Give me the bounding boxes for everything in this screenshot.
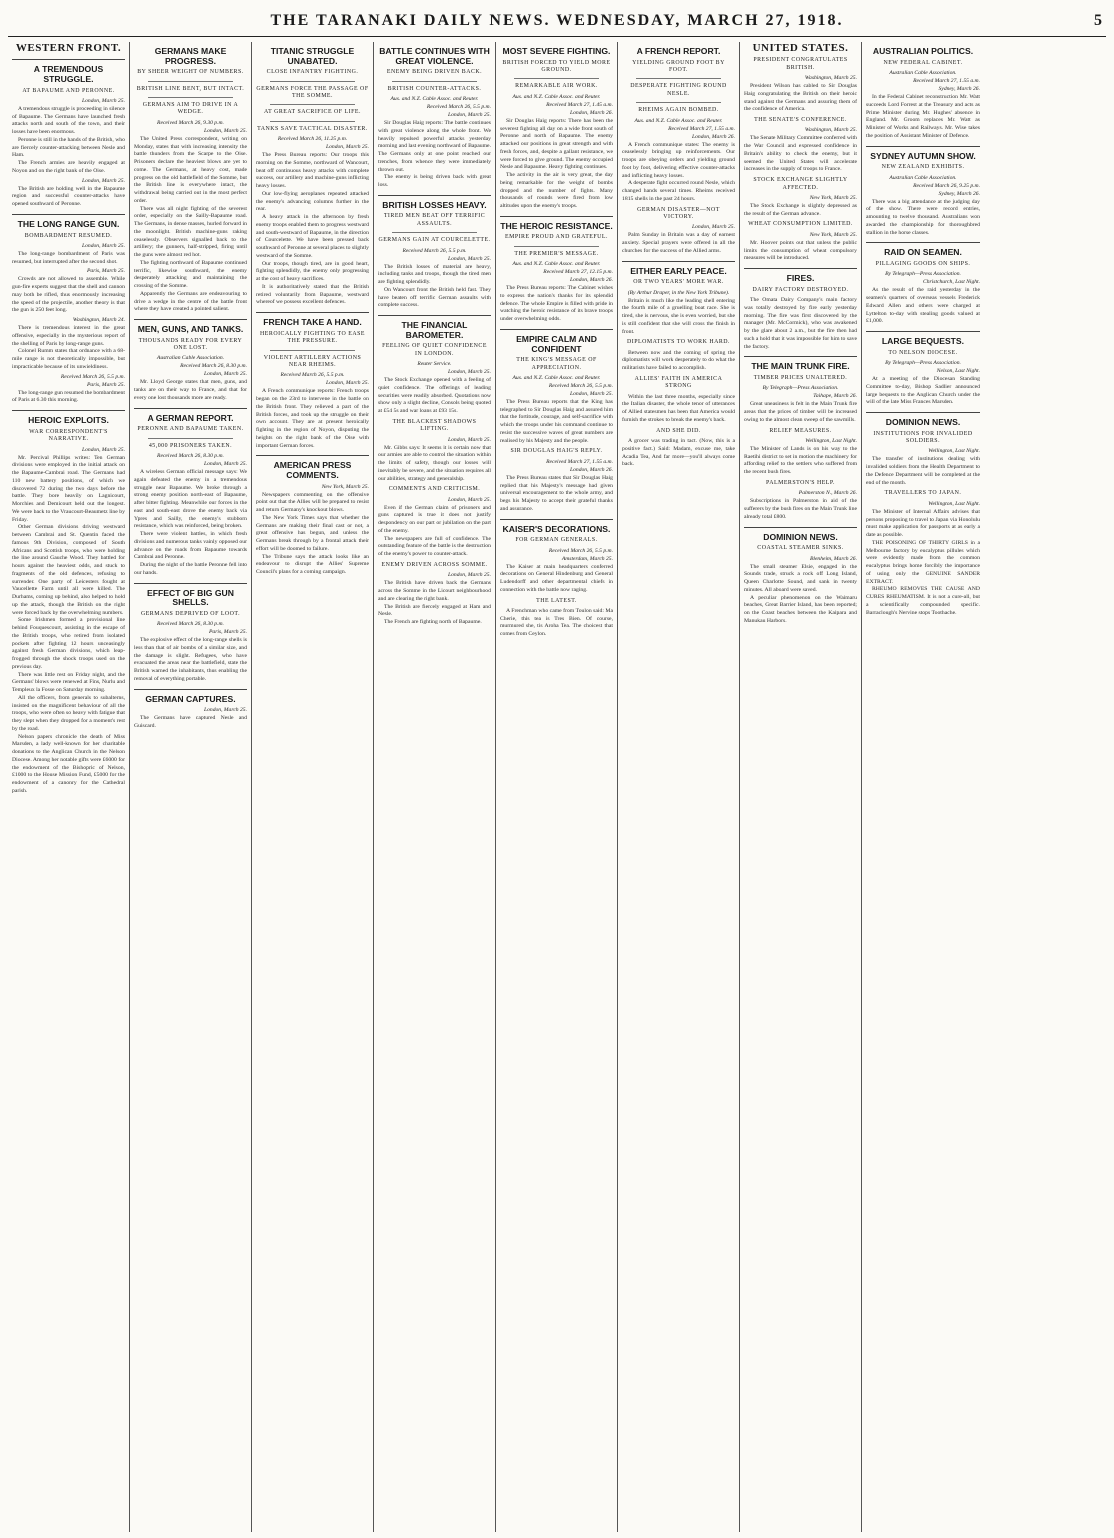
subheading: FEELING OF QUIET CONFIDENCE IN LONDON. xyxy=(382,343,487,357)
article-paragraph: A wireless German official message says: We again defeated the enemy in a tremendous struggle near Bapaume. We broke through a strong enemy position north-east of Bapaume, after bitter fighting. Meanwhile our forces in the east and south-east drove the enemy back via Ypres and Sailly, the enemy's stubborn resistance, which was reinforced, being broken. xyxy=(134,469,247,530)
dateline: Christchurch, Last Night. xyxy=(923,279,980,286)
headline: GERMAN CAPTURES. xyxy=(145,693,236,704)
dateline: Received March 27, 1.45 a.m. xyxy=(546,101,613,108)
article-paragraph: There is tremendous interest in the great offensive, especially in the mysterious report of the shelling of Paris by long-range guns. xyxy=(12,325,125,347)
article-paragraph: The long-range bombardment of Paris was resumed, but interrupted after the second shot. xyxy=(12,250,125,265)
dateline: Received March 26, 8.30 p.m. xyxy=(180,363,247,370)
subhead-rule xyxy=(636,78,721,79)
section-divider xyxy=(866,331,980,332)
wire-credit: Australian Cable Association. xyxy=(889,70,957,76)
article-paragraph: The fighting northward of Bapaume continued terrific, likewise southward, the enemy desperately attacking and maintaining the crossing of the Somme. xyxy=(134,259,247,289)
article-paragraph: Sir Douglas Haig reports: There has been the severest fighting all day on a wide front south of Peronne and north of Bapaume. The enemy attacked our positions in great strength and with fresh forces, and, despite a gallant resistance, we were forced to give ground. The enemy occupied Nesle and Bapaume. Heavy fighting continues. xyxy=(500,117,613,171)
subhead-rule xyxy=(270,81,355,82)
newspaper-columns xyxy=(8,42,1106,1532)
dateline: London, March 25. xyxy=(204,127,247,134)
wire-credit: Aus. and N.Z. Cable Assoc. and Reuter. xyxy=(512,93,601,100)
subheading: HEROICALLY FIGHTING TO EASE THE PRESSURE. xyxy=(260,330,365,345)
section-divider xyxy=(134,583,247,584)
article-paragraph: A grocer was trading in tact. (Now, this is a positive fact.) Said: Madam, excuse me, take Acadia Tea, And far more—you'll always come back. xyxy=(622,438,735,468)
wire-credit: By Telegraph—Press Association. xyxy=(885,360,961,366)
dateline: London, March 25. xyxy=(448,112,491,118)
subheading: NEW ZEALAND EXHIBITS. xyxy=(881,164,965,171)
article-paragraph: It is authoritatively stated that the British retired voluntarily from Bapaume, westward whereof we possess excellent defences. xyxy=(256,283,369,306)
headline: DOMINION NEWS. xyxy=(885,417,961,427)
section-divider xyxy=(500,216,613,217)
subheading: YIELDING GROUND FOOT BY FOOT. xyxy=(632,59,725,73)
article-paragraph: A tremendous struggle is proceeding in silence of Bapaume. The Germans have launched fresh attacks north and south of the town, and their losses have been enormous. xyxy=(12,105,125,136)
dateline: London, March 25. xyxy=(326,380,369,387)
column-1 xyxy=(8,42,130,1532)
article-paragraph: The British are holding well in the Bapaume region and successful counter-attacks have opened southward of Peronne. xyxy=(12,185,125,208)
article-paragraph: A French communique reports: French troops began on the 23rd to intervene in the battle on the British front. They relieved a part of the British forces, and took up the struggle on their own account. They are at present heroically fighting in the region of Noyon, disputing the heights on the right bank of the Oise with important German forces. xyxy=(256,388,369,449)
section-divider xyxy=(256,455,369,456)
subhead-rule xyxy=(270,104,355,105)
dateline: Nelson, Last Night. xyxy=(936,368,980,374)
subhead-rule xyxy=(148,438,233,439)
article-paragraph: The explosive effect of the long-range shells is less than that of air bombs of a similar size, and the damage is slight. Refugees, who have evacuated the areas near the battlefield, state the British warned the inhabitants, thus enabling the removal of everything portable. xyxy=(134,637,247,682)
subheading: PILLAGING GOODS ON SHIPS. xyxy=(875,260,971,267)
wire-credit: Received March 26, 8.30 p.m. xyxy=(157,453,224,459)
dateline: London, March 25. xyxy=(326,144,369,151)
wire-credit: Aus. and N.Z. Cable Assoc. and Reuter. xyxy=(512,261,601,268)
headline: EFFECT OF BIG GUN SHELLS. xyxy=(147,587,234,608)
dateline: London, March 25. xyxy=(570,390,613,397)
headline: AUSTRALIAN POLITICS. xyxy=(872,46,974,56)
article-paragraph: President Wilson has cabled to Sir Douglas Haig congratulating the British on their heroic stand against the Germans and assuring them of the confidence of America. xyxy=(744,83,857,113)
article-paragraph: Between now and the coming of spring the diplomatists will work desperately to do what the militarists have failed to accomplish. xyxy=(622,349,735,372)
article-paragraph: Even if the German claim of prisoners and guns captured is true it does not justify despondency on our part or jubilation on the part of the enemy. xyxy=(378,504,491,534)
dateline: London, March 26. xyxy=(570,466,613,473)
section-divider xyxy=(12,410,125,411)
dateline: Received March 27, 12.15 p.m. xyxy=(543,269,613,276)
article-paragraph: Crowds are not allowed to assemble. While gun-fire experts suggest that the shell and cannon may both be rifled, thus enormously increasing the speed of the projectile, another theory is that the gun is 250 feet long. xyxy=(12,276,125,314)
dateline: Received March 26, 5.5 p.m. xyxy=(548,382,613,389)
article-paragraph: There was little rest on Friday night, and the Germans' blows were renewed at Fins, Nurlu and Templeux la Fosse on Saturday morning. xyxy=(12,671,125,694)
headline: DOMINION NEWS. xyxy=(763,531,838,542)
subheading: OR TWO YEARS' MORE WAR. xyxy=(633,279,724,286)
article-paragraph: Great uneasiness is felt in the Main Trunk fire areas that the prices of timber will be increased owing to the almost clean sweep of the sawmills. xyxy=(744,401,857,423)
headline: BRITISH LOSSES HEAVY. xyxy=(382,199,487,210)
article-paragraph: The Stock Exchange is slightly depressed as the result of the German advance. xyxy=(744,202,857,217)
headline: TITANIC STRUGGLE UNABATED. xyxy=(270,46,355,66)
headline: THE FINANCIAL BAROMETER. xyxy=(401,320,468,340)
article-paragraph: There was all night fighting of the severest order, especially on the Sailly-Bapaume road. The Germans, in dense masses, hurled forward in the moonlight. British machine-guns raking ceaselessly. Observers signalled back to the artillery; the gunners, half-stripped, firing until the guns were almost red hot. xyxy=(134,205,247,258)
section-divider xyxy=(500,519,613,520)
column-3 xyxy=(252,42,374,1532)
dateline: London, March 26. xyxy=(692,133,735,140)
dateline: Blenheim, March 26. xyxy=(809,555,857,562)
subheading: 45,000 PRISONERS TAKEN. xyxy=(148,442,233,449)
headline: THE HEROIC RESISTANCE. xyxy=(500,220,613,231)
headline: A TREMENDOUS STRUGGLE. xyxy=(33,64,104,84)
subheading: GERMANS AIM TO DRIVE IN A WEDGE. xyxy=(142,102,239,116)
article-paragraph: The enemy is being driven back with great loss. xyxy=(378,174,491,188)
article-paragraph: Palm Sunday in Britain was a day of earnest anxiety. Special prayers were offered in all the churches for the success of the Allied arms. xyxy=(622,232,735,254)
subheading: ALLIES' FAITH IN AMERICA STRONG xyxy=(634,375,723,390)
section-divider xyxy=(866,146,980,147)
article-paragraph: The Press Bureau states that Sir Douglas Haig replied that his Majesty's message had given universal encouragement to the whole army, and begs his Majesty to accept their grateful thanks and assurance. xyxy=(500,474,613,512)
dateline: London, March 25. xyxy=(82,242,125,249)
subheading: ENEMY BEING DRIVEN BACK. xyxy=(386,69,483,76)
subhead-rule xyxy=(514,78,599,79)
dateline: Wellington, Last Night. xyxy=(805,437,857,444)
dateline: New York, March 25. xyxy=(321,483,369,490)
article-paragraph: There were violent battles, in which fresh divisions and numerous tanks vainly opposed our advance on the roads from Bapaume towards Cambrai and Peronne. xyxy=(134,531,247,561)
column-6 xyxy=(618,42,740,1532)
dateline: Sydney, March 26. xyxy=(938,86,980,92)
headline: KAISER'S DECORATIONS. xyxy=(502,523,611,534)
article-paragraph: A heavy attack in the afternoon by fresh enemy troops enabled them to progress westward and south-westward of Bapaume, in the direction of Courcelette. We have been pressed back southward of Peronne at several places to slightly westward of the Somme. xyxy=(256,214,369,259)
article-paragraph: There was a big attendance at the judging day of the show. There were record entries, amounting to twelve thousand. Australians won awarded the championship for thoroughbred stallion in the horse classes. xyxy=(866,198,980,236)
wire-credit: Aus. and N.Z. Cable Assoc. and Reuter. xyxy=(512,374,601,381)
headline: HEROIC EXPLOITS. xyxy=(28,415,109,426)
subheading: PERONNE AND BAPAUME TAKEN. xyxy=(137,426,244,433)
dateline: London, March 26. xyxy=(570,277,613,284)
dateline: London, March 25. xyxy=(448,255,491,262)
article-paragraph: The Kaiser at main headquarters conferred decorations on General Hindenburg and General Ludendorff and other departmental chiefs in connection with the battle now raging. xyxy=(500,563,613,593)
subheading: ENEMY DRIVEN ACROSS SOMME. xyxy=(381,561,488,568)
subheading: COASTAL STEAMER SINKS. xyxy=(757,545,844,552)
wire-credit: Received March 26, 8.30 p.m. xyxy=(157,621,224,628)
subheading: CLOSE INFANTRY FIGHTING. xyxy=(266,69,359,76)
subheading: TANKS SAVE TACTICAL DISASTER. xyxy=(257,125,368,132)
dateline: Paris, March 25. xyxy=(208,629,247,636)
section-divider xyxy=(134,319,247,320)
article-paragraph: All the officers, from generals to subalterns, insisted on the magnificent behaviour of all the troops, who were often so heavy with fatigue that they slept when they dropped for a moment's rest by the road. xyxy=(12,694,125,732)
wire-credit: Received March 26, 9.30 p.m. xyxy=(157,119,224,126)
section-divider xyxy=(744,527,857,528)
article-paragraph: The transfer of institutions dealing with invalided soldiers from the Health Department to the Defence Department will be completed at the end of the month. xyxy=(866,456,980,486)
headline: FRENCH TAKE A HAND. xyxy=(263,317,362,328)
article-paragraph: RHEUMO REMOVES THE CAUSE AND CURES RHEUMATISM. It is not a cure-all, but a scientifically compounded specific. Barraclough's Nervine stops Toothache. xyxy=(866,586,980,616)
headline: BATTLE CONTINUES WITH GREAT VIOLENCE. xyxy=(379,46,490,66)
headline: SYDNEY AUTUMN SHOW. xyxy=(870,150,976,161)
article-paragraph: Colonel Rumm states that ordnance with a 68-mile range is not theoretically impossible, but impracticable because of its unwieldiness. xyxy=(12,348,125,370)
subheading: THE SENATE'S CONFERENCE. xyxy=(754,117,847,124)
subhead-rule xyxy=(392,232,477,233)
subheading: GERMANS DEPRIVED OF LOOT. xyxy=(140,610,241,617)
article-paragraph: The Senate Military Committee conferred with the War Council and expressed confidence in Britain's ability to check the enemy, but it seemed the United States will accelerate increases in the supply of troops to France. xyxy=(744,135,857,173)
headline: EITHER EARLY PEACE. xyxy=(630,265,727,276)
wire-credit: By Telegraph—Press Association. xyxy=(762,385,839,392)
dateline: London, March 25. xyxy=(692,224,735,231)
article-paragraph: The Press Bureau reports that the King has telegraphed to Sir Douglas Haig and assured him that the fortitude, courage, and self-sacrifice with which the troops under his command continue to resist the successive waves of great numbers are realised by his Majesty and the people. xyxy=(500,398,613,444)
section-divider xyxy=(134,689,247,690)
article-paragraph: Mr. Hoover points out that unless the public limits the consumption of wheat compulsory measures will be introduced. xyxy=(744,239,857,262)
dateline: London, March 25. xyxy=(448,436,491,443)
headline: THE LONG RANGE GUN. xyxy=(17,218,120,229)
article-paragraph: A peculiar phenomenon on the Waimaru beaches, Great Barrier Island, has been reported; on the Coast beaches between the Kaipara and Manukau Harbors. xyxy=(744,594,857,624)
article-paragraph: Mr. Lloyd George states that men, guns, and tanks are on their way to France, and that for every one lost thousands more are ready. xyxy=(134,379,247,401)
dateline: Sydney, March 26. xyxy=(938,190,980,197)
dateline: London, March 25. xyxy=(82,97,125,104)
dateline: Received March 27, 1.55 a.m. xyxy=(913,78,980,84)
subheading: GERMANS GAIN AT COURCELETTE. xyxy=(378,237,491,244)
wire-credit: Received March 26, 5.5 p.m. xyxy=(280,372,345,379)
dateline: Washington, March 25. xyxy=(804,127,857,134)
article-paragraph: The Omata Dairy Company's main factory was totally destroyed by fire early yesterday morning. The fire was first discovered by the manager (Mr. McCormick), who was awakened by the glare about 2 a.m., but the fire then had such a hold that it was impossible for him to save the factory. xyxy=(744,297,857,350)
dateline: Received March 26, 9.25 p.m. xyxy=(913,182,980,189)
newspaper-title: THE TARANAKI DAILY NEWS. WEDNESDAY, MARCH 27, 1918. xyxy=(270,12,844,29)
article-paragraph: Our troops, though tired, are in good heart, fighting splendidly, the enemy only progressing at the cost of heavy sacrifices. xyxy=(256,260,369,283)
column-8 xyxy=(862,42,984,1532)
article-paragraph: A Frenchman who came from Toulon said: Ma Cherie, this tea is Tres Bien. Of course, murmured she, tis Aroha Tea. The choicest that comes from Ceylon. xyxy=(500,607,613,638)
wire-credit: (By Arthur Draper, in the New York Tribune). xyxy=(627,289,730,296)
article-paragraph: The Minister of Lands is on his way to the Raetihi district to set in motion the machinery for affording relief to the settlers who suffered from the recent bush fires. xyxy=(744,445,857,476)
subheading: BRITISH FORCED TO YIELD MORE GROUND. xyxy=(502,59,611,73)
subheading: DESPERATE FIGHTING ROUND NESLE. xyxy=(630,83,727,97)
article-paragraph: The British losses of material are heavy, including tanks and troops, though the tired men are fighting splendidly. xyxy=(378,263,491,285)
dateline: Paris, March 25. xyxy=(86,381,125,388)
dateline: Taihape, March 26. xyxy=(813,393,857,400)
headline: GERMANS MAKE PROGRESS. xyxy=(154,46,227,66)
headline: AMERICAN PRESS COMMENTS. xyxy=(273,460,352,480)
subheading: WAR CORRESPONDENT'S NARRATIVE. xyxy=(29,428,108,443)
subhead-rule xyxy=(392,81,477,82)
section-divider xyxy=(378,195,491,196)
column-4 xyxy=(374,42,496,1532)
article-paragraph: The Germans have captured Nesle and Guiscard. xyxy=(134,715,247,729)
subheading: THOUSANDS READY FOR EVERY ONE LOST. xyxy=(138,337,243,351)
subheading: NEW FEDERAL CABINET. xyxy=(883,59,963,66)
dateline: New York, March 25. xyxy=(809,194,857,201)
wire-credit: Reuter Service. xyxy=(417,361,452,367)
section-divider xyxy=(378,315,491,316)
article-paragraph: Some Irishmen formed a provisional line behind Fouquescourt, assisting in the escape of the British troops, who retired from isolated pockets after fighting 12 hours unceasingly against fresh German divisions, which leap-frogged through the shock troops used on the previous day. xyxy=(12,617,125,670)
subheading: BY SHEER WEIGHT OF NUMBERS. xyxy=(137,69,244,76)
wire-credit: Aus. and N.Z. Cable Assoc. and Reuter. xyxy=(390,96,479,102)
article-paragraph: Within the last three months, especially since the Italian disaster, the whole tenor of utterances of Allied statesmen has been that America would furnish the strokes to break the enemy's back. xyxy=(622,393,735,423)
subheading: BRITISH LINE BENT, BUT INTACT. xyxy=(136,85,245,92)
article-paragraph: In the Federal Cabinet reconstruction Mr. Watt succeeds Lord Forrest at the Treasury and acts as Prime Minister during Mr. Hughes' absence in England. Mr. Groom replaces Mr. Watt as Minister of Works and Railways. Mr. Wise takes the position of Assistant Minister of Defence. xyxy=(866,94,980,139)
dateline: Palmerston N., March 26. xyxy=(798,490,857,497)
wire-credit: Aus. and N.Z. Cable Assoc. and Reuter. xyxy=(634,117,723,124)
masthead xyxy=(8,12,1106,37)
dateline: Paris, March 25. xyxy=(86,268,125,275)
article-paragraph: As the result of the raid yesterday in the seamen's quarters of overseas vessels Frederick Edward Allen and others were charged at Lyttelton to-day with stealing goods valued at £1,000. xyxy=(866,287,980,325)
dateline: Received March 27, 1.55 a.m. xyxy=(668,125,735,132)
article-paragraph: The Press Bureau reports: Our troops this morning on the Somme, northward of Wancourt, beat off continuous heavy attacks with complete success, our artillery and machine-guns inflicting heavy losses. xyxy=(256,152,369,190)
headline: UNITED STATES. xyxy=(752,42,849,54)
article-paragraph: The British have driven back the Germans across the Somme in the Licourt neighbourhood and are clearing the right bank. xyxy=(378,580,491,602)
section-divider xyxy=(866,412,980,413)
subheading: DAIRY FACTORY DESTROYED. xyxy=(752,286,849,293)
article-paragraph: The Tribune says the attack looks like an endeavour to disrupt the Allies' Supreme Council's plans for a coming campaign. xyxy=(256,553,369,575)
subheading: RELIEF MEASURES. xyxy=(769,427,832,434)
subheading: PALMERSTON'S HELP. xyxy=(766,479,835,486)
subheading: TIMBER PRICES UNALTERED. xyxy=(753,374,848,381)
dateline: New York, March 25. xyxy=(809,231,857,238)
subheading: REMARKABLE AIR WORK. xyxy=(515,83,598,90)
article-paragraph: Peronne is still in the hands of the British, who are fiercely counter-attacking between Nesle and Ham. xyxy=(12,136,125,159)
dateline: Received March 26, 5.5 p.m. xyxy=(60,373,125,380)
subheading: EMPIRE PROUD AND GRATEFUL. xyxy=(504,234,608,241)
section-divider xyxy=(744,268,857,269)
headline: MEN, GUNS, AND TANKS. xyxy=(137,324,244,334)
column-2 xyxy=(130,42,252,1532)
dateline: London, March 25. xyxy=(204,707,247,714)
article-paragraph: A desperate fight occurred round Nesle, which changed hands several times. Rheims received 1815 shells in the past 24 hours. xyxy=(622,180,735,202)
headline: FIRES. xyxy=(786,273,815,284)
section-divider xyxy=(866,242,980,243)
section-divider xyxy=(12,214,125,215)
article-paragraph: Nelson papers chronicle the death of Miss Marsden, a lady well-known for her charitable donations to the Anglican Church in the Nelson Diocese. Among her notable gifts were £6000 for the endowment of the Bishopric of Nelson, £1000 to the House Mission Fund, £5000 for the endowment of a canonry for the Cathedral parish. xyxy=(12,733,125,794)
dateline: Received March 26, 5.5 p.m. xyxy=(548,547,613,554)
article-paragraph: On Wancourt front the British held fast. They have beaten off terrific German assaults with complete success. xyxy=(378,286,491,309)
article-paragraph: Sir Douglas Haig reports: The battle continues with great violence along the whole front. We heavily repulsed powerful attacks yesterday morning and last evening northward of Bapaume. The Germans only at one point reached our trenches, from whence they were immediately thrown out. xyxy=(378,120,491,173)
wire-credit: Australian Cable Association. xyxy=(889,174,957,181)
dateline: Washington, March 25. xyxy=(804,75,857,82)
page-number: 5 xyxy=(1094,12,1102,29)
subhead-rule xyxy=(148,81,233,82)
section-divider xyxy=(744,356,857,357)
article-paragraph: Mr. Gibbs says: It seems it is certain now that our armies are able to control the situation within the limits of safety, though our losses will inevitably be severe, and the situation requires all our abilities, strategy and generalship. xyxy=(378,444,491,482)
article-paragraph: Newspapers commenting on the offensive point out that the Allies will be prepared to resist and return Germany's knockout blows. xyxy=(256,491,369,513)
subhead-rule xyxy=(270,121,355,122)
dateline: London, March 25. xyxy=(82,177,125,184)
subheading: STOCK EXCHANGE SLIGHTLY AFFECTED. xyxy=(753,177,848,191)
dateline: Received March 27, 1.55 a.m. xyxy=(546,458,613,465)
article-paragraph: The British are fiercely engaged at Ham and Nesle. xyxy=(378,603,491,618)
article-paragraph: THE POISONING OF THIRTY GIRLS in a Melbourne factory by eucalyptus pillules which were evidently made from the common eucalyptus brings home forcibly the importance of using only the GENUINE SANDER EXTRACT. xyxy=(866,539,980,585)
dateline: London, March 26. xyxy=(570,109,613,116)
article-paragraph: The French armies are heavily engaged at Noyon and on the right bank of the Oise. xyxy=(12,160,125,174)
subheading: VIOLENT ARTILLERY ACTIONS NEAR RHEIMS. xyxy=(263,354,362,368)
article-paragraph: A French communique states: The enemy is ceaselessly bringing up reinforcements. Our troops are obeying orders and yielding ground foot by foot, delivering effective counter-attacks and inflicting heavy losses. xyxy=(622,141,735,179)
subhead-rule xyxy=(148,97,233,98)
section-divider xyxy=(12,59,125,60)
section-divider xyxy=(256,312,369,313)
subheading: SIR DOUGLAS HAIG'S REPLY. xyxy=(510,448,603,455)
headline: EMPIRE CALM AND CONFIDENT xyxy=(516,333,597,354)
wire-credit: Australian Cable Association. xyxy=(156,355,225,362)
subheading: TO NELSON DIOCESE. xyxy=(888,349,958,356)
subheading: AT GREAT SACRIFICE OF LIFE. xyxy=(264,109,361,116)
dateline: Wellington, Last Night. xyxy=(928,500,980,507)
article-paragraph: The Press Bureau reports: The Cabinet wishes to express the nation's thanks for its splendid defence. The whole Empire is filled with pride in watching the heroic resistance of its brave troops under overwhelming odds. xyxy=(500,285,613,323)
subheading: GERMANS FORCE THE PASSAGE OF THE SOMME. xyxy=(256,85,369,99)
subheading: AT BAPAUME AND PERONNE. xyxy=(22,87,115,94)
subheading: BRITISH COUNTER-ATTACKS. xyxy=(387,85,482,92)
headline: LARGE BEQUESTS. xyxy=(881,336,965,346)
section-divider xyxy=(622,261,735,262)
subheading: RHEIMS AGAIN BOMBED. xyxy=(638,107,719,114)
subheading: COMMENTS AND CRITICISM. xyxy=(388,486,481,493)
article-paragraph: The New York Times says that whether the Germans are making their final cast or not, a great offensive has begun, and unless the Germans break through by a frontal attack their effort will be doomed to failure. xyxy=(256,514,369,552)
subheading: THE LATEST. xyxy=(536,597,577,604)
dateline: London, March 25. xyxy=(82,446,125,453)
article-paragraph: Britain is much like the leading shell entering the fourth mile of a gruelling boat race. She is tired, she is nervous, she is even worried, but she is still confident that she will cross the finish in front. xyxy=(622,297,735,335)
section-divider xyxy=(500,329,613,330)
headline: THE MAIN TRUNK FIRE. xyxy=(751,361,850,372)
subheading: AND SHE DID. xyxy=(656,427,701,434)
article-paragraph: The French are fighting north of Bapaume. xyxy=(384,619,482,625)
article-paragraph: The activity in the air is very great, the day being remarkable for the weight of bombs dropped and the number of fights. Many thousands of rounds were fired from low altitudes upon the enemy's troops. xyxy=(500,172,613,209)
subhead-rule xyxy=(514,246,599,247)
dateline: London, March 25. xyxy=(448,572,491,579)
subheading: DIPLOMATISTS TO WORK HARD. xyxy=(626,339,730,346)
article-paragraph: The Minister of Internal Affairs advises that persons proposing to travel to Japan via Honolulu must make application for passports at as early a date as possible. xyxy=(866,508,980,538)
dateline: Amsterdam, March 25. xyxy=(561,555,613,562)
subheading: FOR GERMAN GENERALS. xyxy=(515,537,598,544)
dateline: Washington, March 24. xyxy=(72,317,125,324)
subheading: PRESIDENT CONGRATULATES BRITISH. xyxy=(753,57,848,71)
article-paragraph: The United Press correspondent, writing on Monday, states that with increasing intensity the battle thunders from the Scarpe to the Oise. Prisoners declare the heaviest blows are yet to come. The Germans, at heavy cost, made progress on the old battlefield of the Somme, but the British line is everywhere intact, the withdrawal being carried out in the most perfect order. xyxy=(134,135,247,204)
dateline: London, March 25. xyxy=(448,496,491,503)
headline: A GERMAN REPORT. xyxy=(147,412,234,423)
subheading: GERMAN DISASTER—NOT VICTORY. xyxy=(637,206,720,220)
headline: RAID ON SEAMEN. xyxy=(884,247,962,258)
column-7 xyxy=(740,42,862,1532)
article-paragraph: The long-range gun resumed the bombardment of Paris at 6.30 this morning. xyxy=(12,389,125,404)
article-paragraph: Our low-flying aeroplanes repeated attacked the enemy's advancing columns further in the rear. xyxy=(256,190,369,213)
dateline: Received March 26, 5.5 p.m. xyxy=(426,104,491,110)
subheading: TIRED MEN BEAT OFF TERRIFIC ASSAULTS. xyxy=(383,213,486,227)
subheading: BOMBARDMENT RESUMED. xyxy=(24,232,113,239)
subhead-rule xyxy=(636,102,721,103)
headline: MOST SEVERE FIGHTING. xyxy=(502,46,611,56)
article-paragraph: The newspapers are full of confidence. The outstanding feature of the battle is the destruction of the enemy's power to counter-attack. xyxy=(378,535,491,558)
section-divider xyxy=(134,408,247,409)
dateline: London, March 25. xyxy=(204,461,247,467)
article-paragraph: During the night of the battle Peronne fell into our hands. xyxy=(134,562,247,576)
article-paragraph: Subscriptions in Palmerston in aid of the sufferers by the bush fires on the Main Trunk line already total £800. xyxy=(744,498,857,520)
article-paragraph: Other German divisions driving westward between Cambrai and St. Quentin faced the famous 9th Division, composed of South Africans and Scottish troops, who were holding the line around Gauche Wood. They battled for hours against the heaviest odds, and stuck to fragments of the old defences, refusing to surrender. One party of Leicesters fought at Vaucellette Farm until all were killed. The Durhams, coming up behind, also helped to hold up the attack, though the British on the right were forced back by the overwhelming numbers. xyxy=(12,524,125,616)
subheading: THE BLACKEST SHADOWS LIFTING. xyxy=(392,418,477,433)
article-paragraph: The Stock Exchange opened with a feeling of quiet confidence. The offerings of leading securities were readily absorbed. Quotations now show only a slight decline, Consols being quoted at £54 5s and war loans at £93 15s. xyxy=(378,377,491,414)
dateline: London, March 25. xyxy=(448,369,491,375)
article-paragraph: Apparently the Germans are endeavouring to drive a wedge in the centre of the battle front where they have created a pointed salient. xyxy=(134,290,247,313)
subheading: WHEAT CONSUMPTION LIMITED. xyxy=(748,221,853,228)
subheading: INSTITUTIONS FOR INVALIDED SOLDIERS. xyxy=(873,430,973,444)
subheading: THE KING'S MESSAGE OF APPRECIATION. xyxy=(516,357,597,371)
wire-credit: By Telegraph—Press Association. xyxy=(885,271,961,278)
subheading: TRAVELLERS TO JAPAN. xyxy=(884,490,962,497)
headline: WESTERN FRONT. xyxy=(15,42,122,54)
article-paragraph: The small steamer Elsie, engaged in the Sounds trade, struck a rock off Long Island, Queen Charlotte Sound, and sank in twenty minutes. All aboard were saved. xyxy=(744,563,857,593)
subhead-rule xyxy=(270,350,355,351)
article-paragraph: Mr. Percival Phillips writes: Ten German divisions were employed in the initial attack on the Bapaume-Cambrai road. The Germans had 110 new battery positions, of which we discovered 72 during the two days before the battle. They bore heavily on Lagnicourt, Morchies and Demicourt held out the longest. We were back to the Vraucourt-Beaumetz line by Friday. xyxy=(12,454,125,523)
dateline: London, March 25. xyxy=(204,371,247,378)
article-paragraph: At a meeting of the Diocesan Standing Committee to-day, Bishop Sadlier announced large bequests to the Anglican Church under the will of the late Miss Frances Marsden. xyxy=(866,376,980,406)
wire-credit: Received March 26, 5.5 p.m. xyxy=(402,247,467,254)
column-5 xyxy=(496,42,618,1532)
dateline: Wellington, Last Night. xyxy=(928,448,980,455)
subheading: THE PREMIER'S MESSAGE. xyxy=(514,250,599,257)
headline: A FRENCH REPORT. xyxy=(636,46,721,56)
wire-credit: Received March 26, 11.25 p.m. xyxy=(277,136,348,143)
